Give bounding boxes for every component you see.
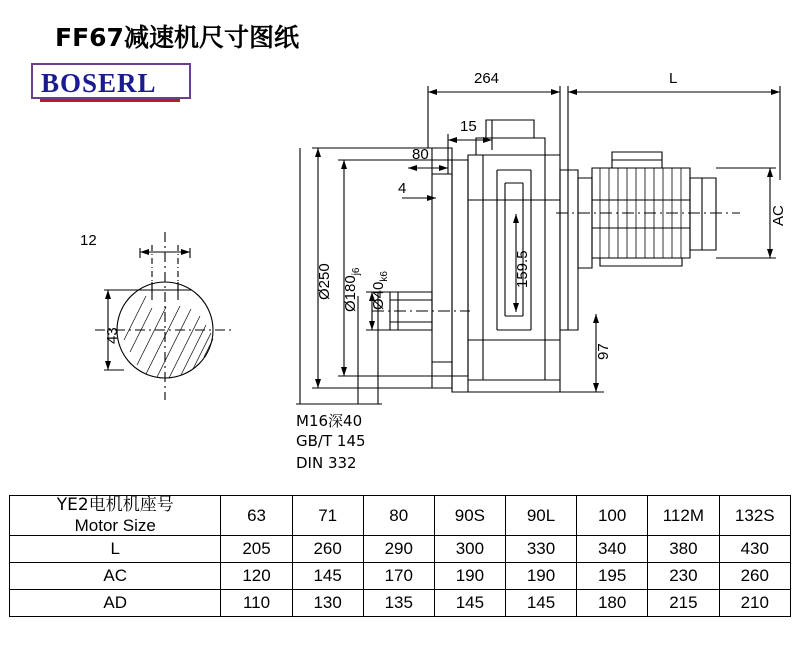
logo-text: BOSERL (41, 68, 157, 98)
table-cell: 145 (292, 563, 363, 590)
column-header: 132S (719, 496, 790, 536)
adapter-flange (578, 178, 592, 268)
table-cell: 145 (434, 590, 505, 617)
column-header: 100 (577, 496, 648, 536)
dim-label-4: 4 (398, 180, 407, 197)
table-cell: 290 (363, 536, 434, 563)
table-cell: 230 (648, 563, 719, 590)
row-label: L (10, 536, 221, 563)
table-row (10, 563, 791, 590)
table-cell: 210 (719, 590, 790, 617)
page-title: FF67减速机尺寸图纸 (55, 23, 299, 52)
table-cell: 430 (719, 536, 790, 563)
dim-label-97: 97 (595, 343, 612, 360)
table-cell: 205 (221, 536, 292, 563)
table-cell: 340 (577, 536, 648, 563)
table-cell: 380 (648, 536, 719, 563)
table-cell: 260 (292, 536, 363, 563)
fan-cover (690, 178, 716, 250)
table-cell: 190 (434, 563, 505, 590)
table-cell: 120 (221, 563, 292, 590)
column-header: 80 (363, 496, 434, 536)
row-label: AD (10, 590, 221, 617)
table-cell: 195 (577, 563, 648, 590)
motor-feet (600, 258, 682, 266)
table-cell: 145 (505, 590, 576, 617)
table-cell: 130 (292, 590, 363, 617)
dim-label-159-5: 159.5 (514, 250, 531, 288)
column-header: 71 (292, 496, 363, 536)
note-line-3: DIN 332 (296, 454, 357, 472)
dim-label-80: 80 (412, 146, 429, 163)
column-header: 90S (434, 496, 505, 536)
table-header-line2: Motor Size (74, 515, 156, 535)
table-row (10, 590, 791, 617)
column-header: 90L (505, 496, 576, 536)
dim-label-15: 15 (460, 118, 477, 135)
dim-label-d180: $Ø180_{j6}$ (342, 267, 362, 312)
table-cell: 170 (363, 563, 434, 590)
note-line-2: GB/T 145 (296, 432, 366, 450)
table-cell: 180 (577, 590, 648, 617)
motor-size-table (9, 495, 791, 617)
table-cell: 110 (221, 590, 292, 617)
motor-adapter (560, 170, 578, 330)
housing-top-boss (486, 120, 534, 138)
dim-label-43: 43 (104, 327, 121, 344)
dim-label-d250: Ø250 (316, 263, 333, 300)
dim-label-12: 12 (80, 232, 97, 249)
dim-label-264: 264 (474, 70, 500, 87)
dim-label-L: L (669, 70, 678, 87)
flange-body (452, 160, 468, 376)
table-body (10, 496, 791, 617)
dim-label-AC: AC (770, 205, 787, 226)
table-cell: 300 (434, 536, 505, 563)
table-row (10, 536, 791, 563)
housing-base (468, 380, 560, 392)
column-header: 112M (648, 496, 719, 536)
table-cell: 190 (505, 563, 576, 590)
dim-label-d40: $Ø40_{k6}$ (370, 271, 390, 310)
table-header-line1: YE2电机机座号 (56, 495, 174, 515)
column-header: 63 (221, 496, 292, 536)
table-cell: 135 (363, 590, 434, 617)
table-cell: 215 (648, 590, 719, 617)
table-header-cell (10, 496, 221, 536)
table-row (10, 496, 791, 536)
note-line-1: M16深40 (296, 412, 363, 430)
table-cell: 330 (505, 536, 576, 563)
table-cell: 260 (719, 563, 790, 590)
row-label: AC (10, 563, 221, 590)
flange-plate (432, 148, 452, 388)
